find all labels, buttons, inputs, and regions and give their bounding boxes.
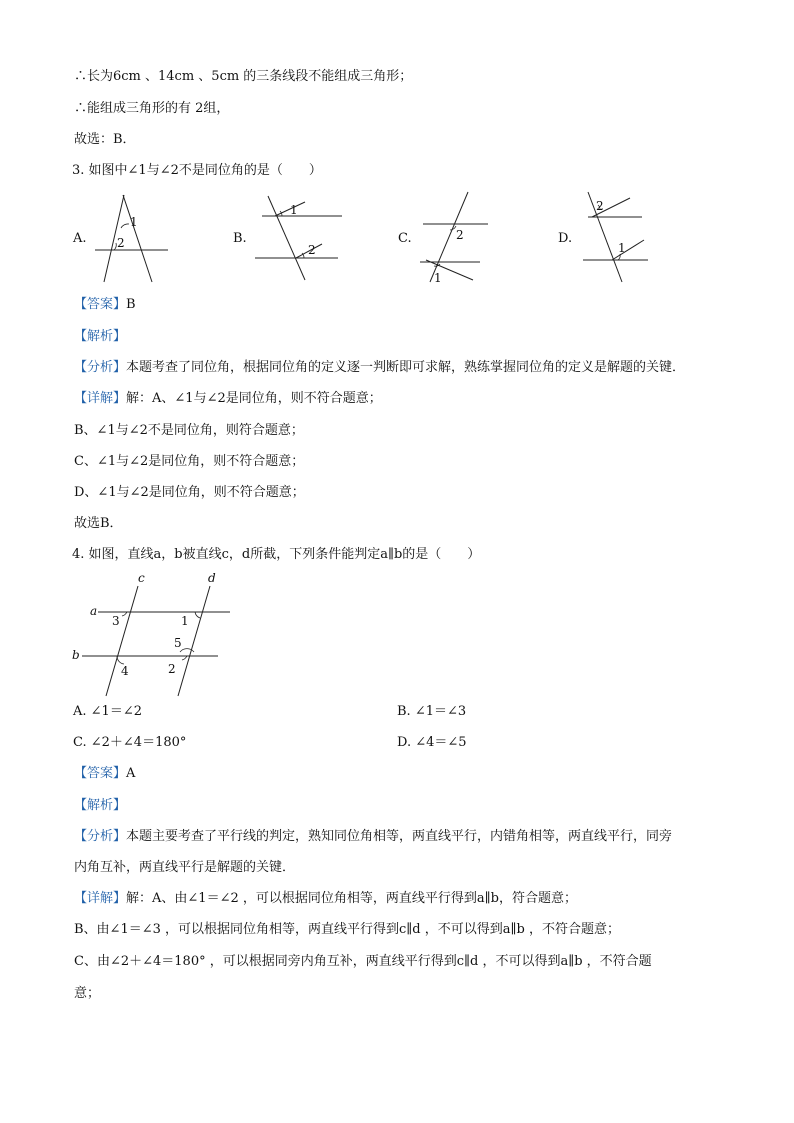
answer-tag: 【答案】 (74, 766, 127, 781)
label-4: 4 (121, 664, 129, 678)
label-1: 1 (130, 215, 138, 229)
q3-figure-d (578, 190, 658, 285)
q3-detail (74, 390, 382, 408)
q4-option-c: C. ∠2＋∠4＝180° (73, 735, 187, 750)
q3-figure-c (418, 190, 518, 285)
text-line: C、∠1与∠2是同位角，则不符合题意； (74, 454, 305, 469)
label-5: 5 (174, 636, 182, 650)
label-c: c (138, 571, 145, 585)
text-line: 意； (74, 986, 101, 1001)
q4-option-b: B. ∠1＝∠3 (397, 704, 467, 719)
question-3: 3. 如图中∠1与∠2不是同位角的是（ ） (72, 163, 322, 178)
answer-value: B (126, 297, 136, 312)
detail-text: 解：A、由∠1＝∠2 ，可以根据同位角相等，两直线平行得到a∥b，符合题意； (126, 891, 577, 906)
q4-detail (74, 890, 577, 908)
answer-tag: 【答案】 (74, 297, 127, 312)
label-d: d (208, 571, 216, 585)
text-line: 故选：B． (74, 132, 136, 147)
analysis-text: 本题主要考查了平行线的判定，熟知同位角相等，两直线平行，内错角相等，两直线平行，同旁 (126, 829, 673, 844)
text-line: ∴能组成三角形的有 2组， (74, 101, 230, 116)
label-2: 2 (596, 199, 604, 213)
text-line: D、∠1与∠2是同位角，则不符合题意； (74, 485, 305, 500)
label-b: b (72, 648, 80, 662)
q4-option-d: D. ∠4＝∠5 (397, 735, 467, 750)
q3-option-b: B. (233, 231, 247, 246)
q4-analysis (74, 828, 672, 846)
label-1: 1 (181, 614, 189, 628)
label-2: 2 (456, 228, 464, 242)
text-line: B、由∠1＝∠3 ，可以根据同位角相等，两直线平行得到c∥d ，不可以得到a∥b ，不符合题意； (74, 922, 620, 937)
label-2: 2 (168, 662, 176, 676)
explain-tag: 【解析】 (74, 798, 127, 813)
label-2: 2 (117, 236, 125, 250)
q4-option-a: A. ∠1＝∠2 (73, 704, 142, 719)
analysis-tag: 【分析】 (74, 829, 127, 844)
detail-tag: 【详解】 (74, 891, 127, 906)
label-1: 1 (434, 271, 442, 285)
detail-tag: 【详解】 (74, 391, 127, 406)
question-4: 4. 如图，直线a，b被直线c，d所截，下列条件能判定a∥b的是（ ） (72, 547, 481, 562)
q4-explain (74, 797, 126, 815)
analysis-text: 本题考查了同位角，根据同位角的定义逐一判断即可求解，熟练掌握同位角的定义是解题的关键． (126, 360, 686, 375)
q3-figure-a (90, 190, 170, 285)
q3-option-c: C. (398, 231, 412, 246)
label-a: a (90, 604, 98, 618)
analysis-tag: 【分析】 (74, 360, 127, 375)
label-1: 1 (618, 241, 626, 255)
text-line: C、由∠2＋∠4＝180° ，可以根据同旁内角互补，两直线平行得到c∥d ，不可以得到a∥b ，不符合题 (74, 954, 652, 969)
label-2: 2 (308, 243, 316, 257)
explain-tag: 【解析】 (74, 329, 127, 344)
q3-answer (74, 296, 136, 314)
q3-figure-b (250, 192, 345, 282)
q3-analysis (74, 359, 685, 377)
q3-option-a: A. (73, 231, 87, 246)
text-line: 内角互补，两直线平行是解题的关键． (74, 860, 296, 875)
label-1: 1 (290, 203, 298, 217)
answer-value: A (126, 766, 136, 781)
q4-figure (70, 568, 240, 698)
text-line: B、∠1与∠2不是同位角，则符合题意； (74, 423, 304, 438)
label-3: 3 (112, 614, 120, 628)
q3-option-d: D. (558, 231, 573, 246)
q3-explain (74, 328, 126, 346)
text-line: ∴长为6cm 、14cm 、5cm 的三条线段不能组成三角形； (74, 69, 413, 84)
detail-text: 解：A、∠1与∠2是同位角，则不符合题意； (126, 391, 382, 406)
text-line: 故选B． (74, 516, 123, 531)
q4-answer (74, 765, 135, 783)
